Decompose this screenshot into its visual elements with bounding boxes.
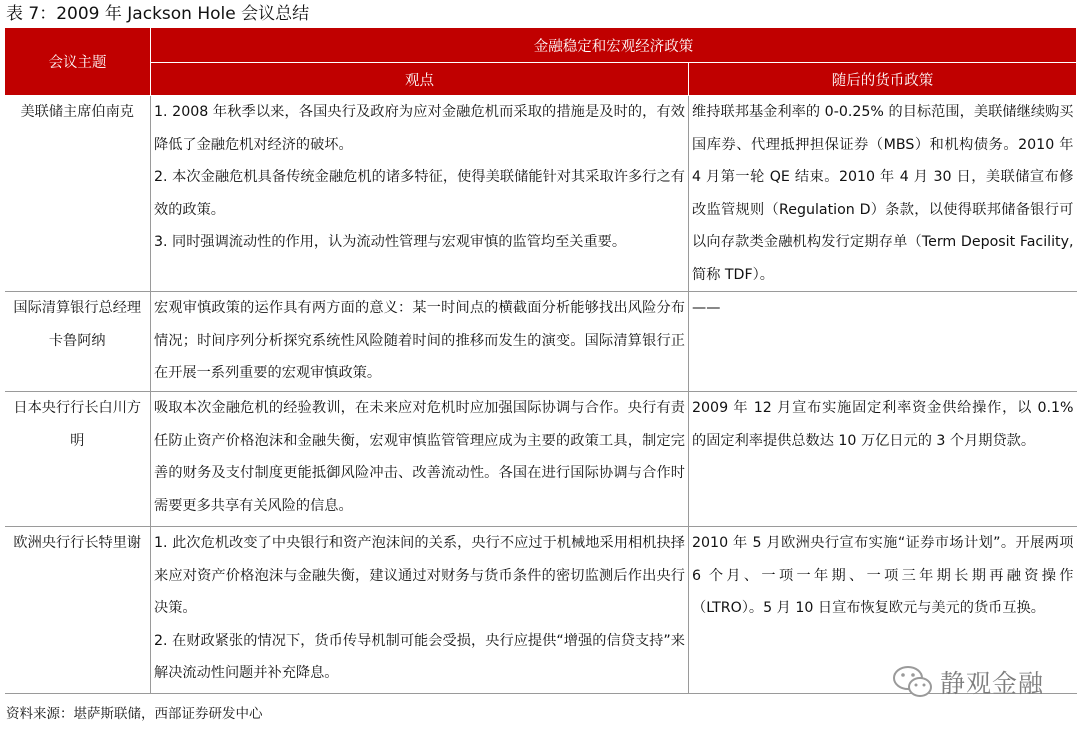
table-row [5,292,1077,392]
view-paragraph: 吸取本次金融危机的经验教训，在未来应对危机时应加强国际协调与合作。央行有责任防止资产价格泡沫和金融失衡，宏观审慎监管管理应成为主要的政策工具，制定完善的财务及支付制度更能抵御风险冲击、改善流动性。各国在进行国际协调与合作时需要更多共享有关风险的信息。 [154,400,685,514]
policy-cell: 2009 年 12 月宣布实施固定利率资金供给操作，以 0.1% 的固定利率提供总数达 10 万亿日元的 3 个月期贷款。 [689,392,1077,527]
header-group: 金融稳定和宏观经济政策 [151,28,1077,63]
view-cell [151,292,689,392]
table-row [5,392,1077,527]
policy-cell: 2010 年 5 月欧洲央行宣布实施“证券市场计划”。开展两项 6 个月、一项一年期、一项三年期长期再融资操作（LTRO）。5 月 10 日宣布恢复欧元与美元的货币互换。 [689,527,1077,694]
policy-cell: 维持联邦基金利率的 0-0.25% 的目标范围，美联储继续购买国库券、代理抵押担保证券（MBS）和机构债务。2010 年 4 月第一轮 QE 结束。2010 年 4 月 30 日，美联储宣布修改监管规则（Regulation D）条款，以使得联邦储备银行可以向存款类金融机构发行定期存单（Term Deposit Facility, 简称 TDF）。 [689,96,1077,292]
topic-cell: 欧洲央行行长特里谢 [5,527,151,694]
policy-cell: —— [689,292,1077,392]
table-row [5,96,1077,292]
source-note: 资料来源：堪萨斯联储，西部证券研发中心 [6,706,263,722]
header-view: 观点 [151,63,689,96]
view-paragraph: 2. 在财政紧张的情况下，货币传导机制可能会受损，央行应提供“增强的信贷支持”来解决流动性问题并补充降息。 [154,632,685,681]
watermark [892,662,1044,702]
view-paragraph: 1. 2008 年秋季以来，各国央行及政府为应对金融危机而采取的措施是及时的，有效降低了金融危机对经济的破坏。 [154,104,685,153]
wechat-icon [892,664,934,700]
view-paragraph: 3. 同时强调流动性的作用，认为流动性管理与宏观审慎的监管均至关重要。 [154,234,627,250]
view-paragraph: 2. 本次金融危机具备传统金融危机的诸多特征，使得美联储能针对其采取许多行之有效的政策。 [154,169,685,218]
view-paragraph: 宏观审慎政策的运作具有两方面的意义：某一时间点的横截面分析能够找出风险分布情况；时间序列分析探究系统性风险随着时间的推移而发生的演变。国际清算银行正在开展一系列重要的宏观审慎政策。 [154,300,685,381]
topic-cell: 日本央行行长白川方明 [5,392,151,527]
header-topic: 会议主题 [5,28,151,96]
topic-cell: 国际清算银行总经理卡鲁阿纳 [5,292,151,392]
header-policy: 随后的货币政策 [689,63,1077,96]
view-cell [151,392,689,527]
topic-cell: 美联储主席伯南克 [5,96,151,292]
table-caption: 表 7：2009 年 Jackson Hole 会议总结 [6,4,310,24]
summary-table [4,28,1077,694]
view-paragraph: 1. 此次危机改变了中央银行和资产泡沫间的关系，央行不应过于机械地采用相机抉择来应对资产价格泡沫与金融失衡，建议通过对财务与货币条件的密切监测后作出央行决策。 [154,535,685,616]
watermark-text: 静观金融 [940,669,1045,698]
view-cell [151,527,689,694]
view-cell [151,96,689,292]
